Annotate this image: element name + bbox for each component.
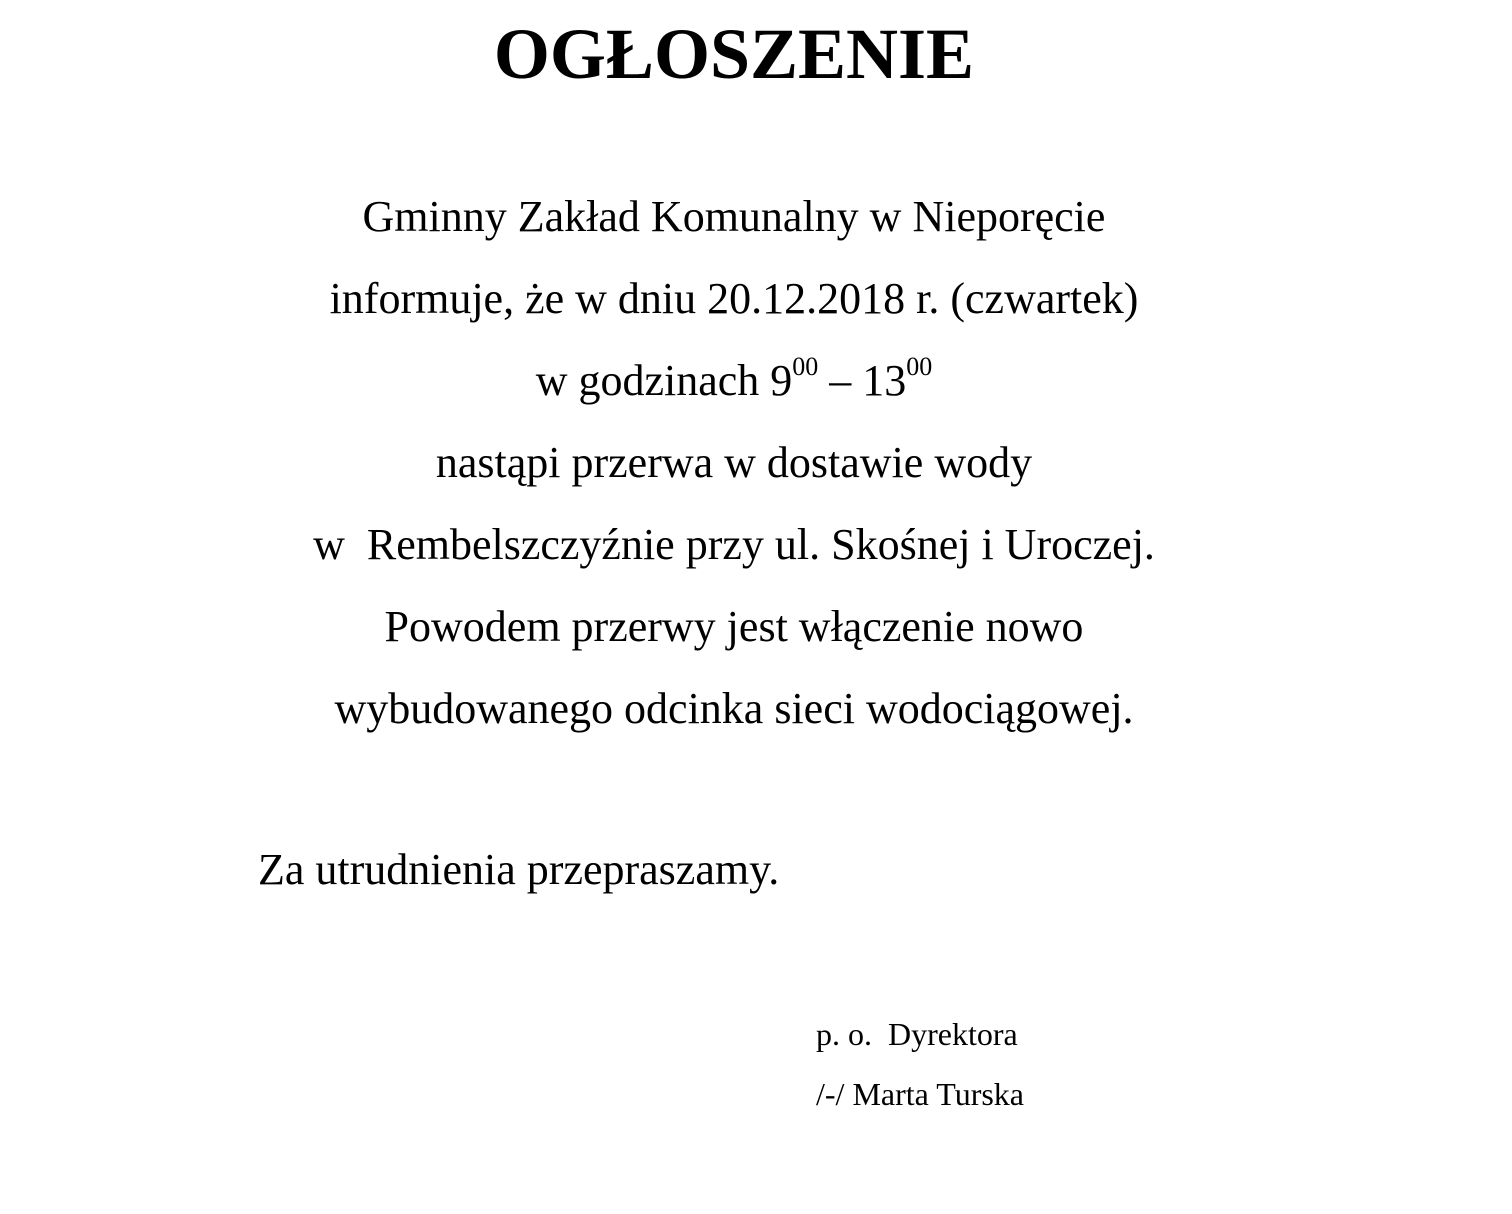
hours-end-minutes: 00 [906, 352, 933, 382]
signature-role: p. o. Dyrektora [816, 1016, 1018, 1052]
apology-text: Za utrudnienia przepraszamy. [258, 845, 780, 894]
hours-separator: – 13 [818, 356, 907, 405]
body-line-location: w Rembelszczyźnie przy ul. Skośnej i Uroczej. [313, 520, 1155, 569]
signature-name: /-/ Marta Turska [816, 1076, 1024, 1112]
hours-prefix: w godzinach 9 [535, 356, 793, 405]
signature-block [816, 1004, 1024, 1124]
body-line-reason: Powodem przerwy jest włączenie nowo [384, 602, 1084, 651]
hours-start-minutes: 00 [792, 352, 819, 382]
body-line-date: informuje, że w dniu 20.12.2018 r. (czwartek) [329, 274, 1139, 323]
body-line-reason-cont: wybudowanego odcinka sieci wodociągowej. [334, 684, 1134, 733]
notice-body [0, 176, 1468, 750]
body-line-organization: Gminny Zakład Komunalny w Nieporęcie [362, 192, 1106, 241]
body-line-hours [0, 340, 1468, 422]
body-line-interruption: nastąpi przerwa w dostawie wody [435, 438, 1033, 487]
notice-title: OGŁOSZENIE [493, 14, 975, 94]
